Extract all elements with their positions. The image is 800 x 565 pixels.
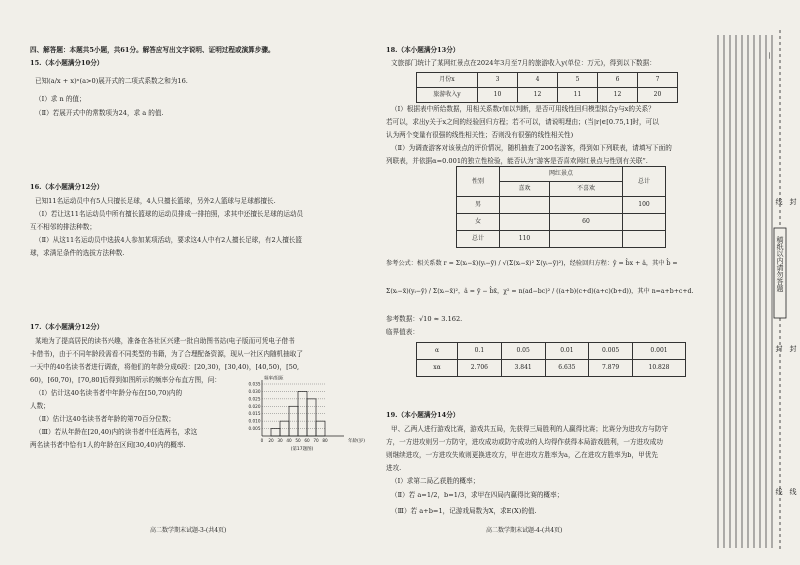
q19-part1: （Ⅰ）求第二局乙获胜的概率； <box>391 477 480 485</box>
table-cell: 12 <box>518 88 558 103</box>
table-cell: 110 <box>500 231 550 248</box>
margin-warning-box: 稿纸以内请勿答题 <box>776 236 784 292</box>
q15-stem: 已知(a/x + x)ⁿ(a>0)展开式的二项式系数之和为16. <box>35 77 188 85</box>
table-row <box>457 197 666 214</box>
y-tick-label: 0.005 <box>248 426 261 432</box>
table-cell: 2.706 <box>458 360 502 377</box>
q17-part3a: （Ⅲ）若从年龄在[20,40)内的读书者中任选两名，求这 <box>35 428 198 436</box>
figure-caption: (第17题图) <box>290 447 314 452</box>
table-row <box>417 343 686 360</box>
q19-stem-1: 甲、乙两人进行游戏比赛，游戏共五局，先获得三局胜利的人赢得比赛；比赛分为进攻方与防守 <box>391 425 668 433</box>
q19-title: 19.（本小题满分14分） <box>386 411 460 419</box>
q16-part2a: （Ⅱ）从这11名运动员中选拔4人参加某项活动，要求这4人中有2人擅长足球，有2人擅长篮 <box>35 236 303 244</box>
q18-part1-line3: 认为两个变量有很强的线性相关性；否则没有很强的线性相关性) <box>386 131 574 139</box>
table-row <box>417 73 678 88</box>
q18-part1-line2: 若可以，求出y关于x之间的经验回归方程；若不可以，请说明理由；(当|r|∈[0.75,1]时，可以 <box>386 118 659 126</box>
age-histogram <box>232 376 366 452</box>
table-cell: 总计 <box>457 231 500 248</box>
y-axis-label: 频率/组距 <box>264 376 284 382</box>
q15-part2: （Ⅱ）若展开式中的常数项为24，求 a 的值. <box>35 109 164 117</box>
table-cell: 12 <box>598 88 638 103</box>
q16-part1a: （Ⅰ）若让这11名运动员中所有擅长篮球的运动员排成一排拍照，求其中还擅长足球的运动员 <box>35 210 304 218</box>
table-cell <box>549 197 622 214</box>
table-cell <box>500 197 550 214</box>
table-cell: 7 <box>638 73 678 88</box>
q19-stem-2: 方，一方进攻则另一方防守，进攻成功或防守成功的人均得作获得本局游戏胜利，一方进攻成功 <box>386 438 663 446</box>
y-tick-label: 0.035 <box>248 381 261 387</box>
table-cell: 10.828 <box>633 360 686 377</box>
binding-lines <box>716 0 800 565</box>
q17-stem-2: 卡借书)，由于不同年龄段需看不同类型的书籍，为了合理配备资源，现从一社区内随机抽取了 <box>30 350 303 358</box>
q18-data-table <box>416 72 678 103</box>
q18-part2-line1: （Ⅱ）为调查游客对该景点的评价情况，随机抽查了200名游客，得到如下列联表，请填写下面的 <box>391 144 672 152</box>
x-tick-label: 60 <box>304 438 310 443</box>
q17-stem-3: 一天中的40名读书者进行调查，将他们的年龄分成6段：[20,30)，[30,40)，[40,50)，[50, <box>30 363 300 371</box>
q15-part1: （Ⅰ）求 n 的值； <box>35 95 86 103</box>
margin-seal-2: 封 <box>775 345 783 352</box>
table-row <box>457 231 666 248</box>
table-cell: 3 <box>478 73 518 88</box>
x-tick-label: 50 <box>295 438 301 443</box>
table-cell <box>623 231 666 248</box>
binding-margin <box>716 0 800 565</box>
q17-title: 17.（本小题满分12分） <box>30 323 104 331</box>
q16-stem: 已知11名运动员中有5人只擅长足球，4人只擅长篮球，另外2人篮球与足球都擅长. <box>35 197 276 205</box>
y-tick-label: 0.030 <box>248 388 261 394</box>
table-cell: 0.1 <box>458 343 502 360</box>
x-tick-label: 40 <box>286 438 292 443</box>
margin-seal-1b: 封 <box>789 198 797 205</box>
table-cell: 月份x <box>417 73 478 88</box>
table-cell: 男 <box>457 197 500 214</box>
y-tick-label: 0.025 <box>248 396 261 402</box>
q17-stem-1: 某地为了提高居民的读书兴趣，准备在各社区兴建一批自助图书站(电子版而可凭电子借书 <box>35 337 295 345</box>
table-row <box>417 360 686 377</box>
table-cell: 3.841 <box>501 360 545 377</box>
table-cell: 总计 <box>623 167 666 197</box>
table-cell: 100 <box>623 197 666 214</box>
q18-crit-title: 临界值表： <box>386 328 419 336</box>
table-cell: 喜欢 <box>500 182 550 197</box>
table-cell: 10 <box>478 88 518 103</box>
x-tick-label: 80 <box>322 438 328 443</box>
y-tick-label: 0.020 <box>248 403 261 409</box>
table-cell: 网红景点 <box>500 167 623 182</box>
q18-critical-table <box>416 342 686 377</box>
table-cell: 20 <box>638 88 678 103</box>
q18-title: 18.（本小题满分13分） <box>386 46 460 54</box>
table-cell: 6.635 <box>545 360 589 377</box>
q17-part2: （Ⅱ）估计这40名读书者年龄的第70百分位数； <box>35 415 175 423</box>
table-row <box>457 167 666 182</box>
table-cell: 7.879 <box>589 360 633 377</box>
table-cell: 0.005 <box>589 343 633 360</box>
table-cell: 60 <box>549 214 622 231</box>
table-cell: 旅游收入y <box>417 88 478 103</box>
q17-part3b: 两名读书者中恰有1人的年龄在区间[30,40)内的概率. <box>30 441 186 449</box>
margin-seal-1: 线 <box>775 198 783 205</box>
x-tick-label: 70 <box>313 438 319 443</box>
footer-left: 高二数学期末试题-3-(共4页) <box>150 527 227 534</box>
margin-line-1: 线 <box>775 488 783 495</box>
x-tick-label: 20 <box>268 438 274 443</box>
table-cell: 6 <box>598 73 638 88</box>
q18-ref-formula-2: Σ(xᵢ−x̄)(yᵢ−ȳ) / Σ(xᵢ−x̄)²，â = ȳ − b̂x̄，χ² = n(ad−bc)² / ((a+b)(c+d)(a+c)(b+d))，其中 n=a+b+c+d. <box>386 288 694 295</box>
q16-part1b: 互不相邻的排法种数； <box>30 223 96 231</box>
table-cell: 性别 <box>457 167 500 197</box>
table-cell: 0.05 <box>501 343 545 360</box>
q18-part1-line1: （Ⅰ）根据表中所给数据，用相关系数r加以判断，是否可用线性回归模型拟合y与x的关系？ <box>391 105 655 113</box>
q16-part2b: 球，求满足条件的选拔方法种数. <box>30 249 125 257</box>
y-tick-label: 0.015 <box>248 411 261 417</box>
margin-mark-top: — <box>766 52 774 59</box>
q18-ref-data: 参考数据：√10 ≈ 3.162. <box>386 315 463 323</box>
q18-stem: 文旅部门统计了某网红景点在2024年3月至7月的旅游收入y(单位：万元)，得到以下数据： <box>391 59 656 67</box>
q19-stem-3: 则继续进攻，一方进攻失败则更换进攻方，甲在进攻方胜率为a，乙在进攻方胜率为b，甲优先 <box>386 451 658 459</box>
histogram-bar <box>307 399 316 436</box>
x-axis-label: 年龄(岁) <box>348 439 366 444</box>
q17-stem-4: 60)，[60,70)，[70,80]后得到如图所示的频率分布直方图，问： <box>30 376 221 384</box>
table-cell: 不喜欢 <box>549 182 622 197</box>
q17-part1b: 人数； <box>30 402 50 410</box>
table-cell: xα <box>417 360 458 377</box>
histogram-bar <box>271 429 280 436</box>
x-tick-label: 0 <box>260 438 264 443</box>
x-tick-label: 30 <box>277 438 283 443</box>
table-cell <box>500 214 550 231</box>
table-cell: 女 <box>457 214 500 231</box>
q19-stem-4: 进攻. <box>386 464 402 472</box>
table-cell: 11 <box>558 88 598 103</box>
q18-part2-line2: 列联表，并依据α=0.001的独立性检验，能否认为“游客是否喜欢网红景点与性别有关联”. <box>386 157 648 165</box>
q17-part1a: （Ⅰ）估计这40名读书者中年龄分布在[50,70)内的 <box>35 389 183 397</box>
table-cell: 5 <box>558 73 598 88</box>
footer-right: 高二数学期末试题-4-(共4页) <box>486 527 563 534</box>
q18-ref-formula-1: 参考公式：相关系数 r = Σ(xᵢ−x̄)(yᵢ−ȳ) / √(Σ(xᵢ−x̄)² Σ(yᵢ−ȳ)²)，经验回归方程：ŷ = b̂x + â，其中 b̂ = <box>386 260 678 267</box>
table-cell: 0.001 <box>633 343 686 360</box>
q19-part2: （Ⅱ）若 a=1/2，b=1/3，求甲在四局内赢得比赛的概率； <box>391 491 564 499</box>
q16-title: 16.（本小题满分12分） <box>30 183 104 191</box>
table-cell <box>549 231 622 248</box>
y-tick-label: 0.010 <box>248 418 261 424</box>
margin-seal-2b: 封 <box>789 345 797 352</box>
table-row <box>457 214 666 231</box>
table-cell <box>623 214 666 231</box>
q15-title: 15.（本小题满分10分） <box>30 59 104 67</box>
table-cell: 0.01 <box>545 343 589 360</box>
table-cell: 4 <box>518 73 558 88</box>
table-row <box>417 88 678 103</box>
section-header: 四、解答题：本题共5小题，共61分。解答应写出文字说明、证明过程或演算步骤。 <box>30 46 275 54</box>
q19-part3: （Ⅲ）若 a+b=1，记游戏局数为X，求E(X)的值. <box>391 507 537 515</box>
q18-contingency-table <box>456 166 666 248</box>
margin-line-2: 线 <box>789 488 797 495</box>
table-cell: α <box>417 343 458 360</box>
